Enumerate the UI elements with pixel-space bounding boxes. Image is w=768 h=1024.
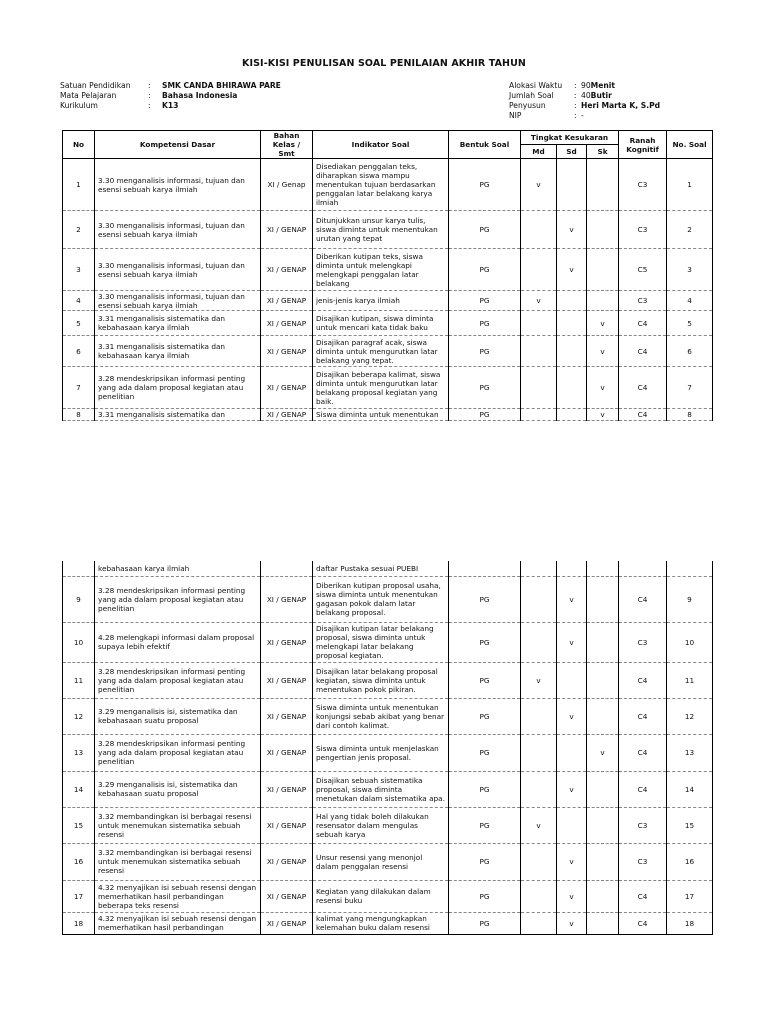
table-row <box>63 291 713 311</box>
cell-no-soal: 4 <box>667 291 713 311</box>
cell-no-soal: 1 <box>667 159 713 211</box>
table-row <box>63 912 713 934</box>
cell-no-soal: 6 <box>667 336 713 367</box>
cell-indikator-soal: jenis-jenis karya ilmiah <box>313 291 449 311</box>
cell-sk-mark <box>587 843 619 880</box>
table-row <box>63 311 713 336</box>
cell-bentuk-soal: PG <box>449 807 521 843</box>
cell-bentuk-soal: PG <box>449 291 521 311</box>
cell-ranah-kognitif: C3 <box>619 211 667 249</box>
cell-sk-mark <box>587 771 619 807</box>
cell-sd-mark: v <box>557 211 587 249</box>
cell-sd-mark: v <box>557 880 587 912</box>
cell-no-soal: 10 <box>667 622 713 662</box>
cell-sk-mark <box>587 880 619 912</box>
info-colon: : <box>574 81 577 90</box>
table-row <box>63 249 713 291</box>
cell-bentuk-soal <box>449 561 521 576</box>
info-label: Kurikulum <box>60 101 98 110</box>
cell-ranah-kognitif: C3 <box>619 291 667 311</box>
cell-no-soal: 7 <box>667 367 713 409</box>
table-row <box>63 662 713 698</box>
cell-indikator-soal: Diberikan kutipan proposal usaha, siswa diminta untuk menentukan gagasan pokok dalam latar belakang proposal. <box>313 576 449 622</box>
cell-indikator-soal: Hal yang tidak boleh dilakukan resensator dalam mengulas sebuah karya <box>313 807 449 843</box>
cell-bahan-kelas: XI / GENAP <box>261 336 313 367</box>
cell-indikator-soal: kalimat yang mengungkapkan kelemahan buku dalam resensi <box>313 912 449 934</box>
cell-no-soal: 3 <box>667 249 713 291</box>
header-no-soal: No. Soal <box>667 131 713 159</box>
cell-no-soal: 9 <box>667 576 713 622</box>
cell-kompetensi-dasar: 3.30 menganalisis informasi, tujuan dan esensi sebuah karya ilmiah <box>95 291 261 311</box>
table-row <box>63 561 713 576</box>
cell-kompetensi-dasar: 3.28 mendeskripsikan informasi penting yang ada dalam proposal kegiatan atau penelitian <box>95 662 261 698</box>
cell-row-no: 12 <box>63 698 95 734</box>
cell-sd-mark <box>557 367 587 409</box>
cell-no-soal: 12 <box>667 698 713 734</box>
cell-indikator-soal: Disediakan penggalan teks, diharapkan siswa mampu menentukan tujuan berdasarkan penggalan latar belakang karya ilmiah <box>313 159 449 211</box>
cell-indikator-soal: Disajikan latar belakang proposal kegiatan, siswa diminta untuk menentukan pokok pikiran. <box>313 662 449 698</box>
cell-kompetensi-dasar: 3.31 menganalisis sistematika dan kebahasaan karya ilmiah <box>95 311 261 336</box>
cell-ranah-kognitif <box>619 561 667 576</box>
cell-bentuk-soal: PG <box>449 576 521 622</box>
header-md: Md <box>521 145 557 159</box>
cell-md-mark: v <box>521 807 557 843</box>
info-row-nip <box>509 111 660 121</box>
cell-sk-mark: v <box>587 336 619 367</box>
info-value-bold: Menit <box>590 81 616 90</box>
cell-ranah-kognitif: C3 <box>619 622 667 662</box>
cell-md-mark: v <box>521 662 557 698</box>
cell-bentuk-soal: PG <box>449 311 521 336</box>
cell-row-no: 9 <box>63 576 95 622</box>
table-row <box>63 807 713 843</box>
cell-md-mark <box>521 311 557 336</box>
cell-md-mark <box>521 249 557 291</box>
cell-ranah-kognitif: C4 <box>619 311 667 336</box>
cell-kompetensi-dasar: kebahasaan karya ilmiah <box>95 561 261 576</box>
info-value-bold: Butir <box>590 91 612 100</box>
cell-ranah-kognitif: C4 <box>619 336 667 367</box>
cell-sd-mark <box>557 807 587 843</box>
cell-md-mark <box>521 336 557 367</box>
cell-kompetensi-dasar: 3.29 menganalisis isi, sistematika dan kebahasaan suatu proposal <box>95 698 261 734</box>
header-kompetensi-dasar: Kompetensi Dasar <box>95 131 261 159</box>
cell-sk-mark <box>587 662 619 698</box>
cell-md-mark <box>521 734 557 771</box>
cell-ranah-kognitif: C3 <box>619 843 667 880</box>
cell-bahan-kelas: XI / GENAP <box>261 622 313 662</box>
cell-bahan-kelas: XI / GENAP <box>261 662 313 698</box>
cell-md-mark <box>521 880 557 912</box>
table-row <box>63 698 713 734</box>
info-colon: : <box>148 91 151 100</box>
cell-bentuk-soal: PG <box>449 734 521 771</box>
cell-indikator-soal: daftar Pustaka sesuai PUEBI <box>313 561 449 576</box>
cell-sk-mark: v <box>587 311 619 336</box>
info-row-jumlah <box>509 91 660 101</box>
cell-ranah-kognitif: C5 <box>619 249 667 291</box>
cell-bentuk-soal: PG <box>449 698 521 734</box>
cell-bentuk-soal: PG <box>449 912 521 934</box>
cell-bahan-kelas: XI / GENAP <box>261 843 313 880</box>
info-value: Bahasa Indonesia <box>162 91 238 100</box>
cell-row-no: 4 <box>63 291 95 311</box>
header-sd: Sd <box>557 145 587 159</box>
cell-kompetensi-dasar: 3.30 menganalisis informasi, tujuan dan esensi sebuah karya ilmiah <box>95 249 261 291</box>
cell-kompetensi-dasar: 3.32 membandingkan isi berbagai resensi untuk menemukan sistematika sebuah resensi <box>95 843 261 880</box>
cell-ranah-kognitif: C4 <box>619 880 667 912</box>
info-colon: : <box>574 91 577 100</box>
cell-bahan-kelas: XI / GENAP <box>261 249 313 291</box>
cell-sk-mark <box>587 249 619 291</box>
cell-sd-mark <box>557 291 587 311</box>
table-row <box>63 622 713 662</box>
info-row-satuan <box>60 81 281 91</box>
cell-bahan-kelas: XI / GENAP <box>261 807 313 843</box>
cell-bentuk-soal: PG <box>449 159 521 211</box>
info-label: Alokasi Waktu <box>509 81 563 90</box>
cell-md-mark <box>521 367 557 409</box>
cell-bahan-kelas: XI / GENAP <box>261 211 313 249</box>
header-no: No <box>63 131 95 159</box>
header-bentuk-soal: Bentuk Soal <box>449 131 521 159</box>
cell-row-no: 2 <box>63 211 95 249</box>
cell-row-no: 14 <box>63 771 95 807</box>
table-body-page-2 <box>63 561 713 934</box>
cell-sk-mark <box>587 159 619 211</box>
table-row <box>63 336 713 367</box>
cell-kompetensi-dasar: 3.31 menganalisis sistematika dan kebahasaan karya ilmiah <box>95 336 261 367</box>
cell-ranah-kognitif: C4 <box>619 409 667 421</box>
info-colon: : <box>574 111 577 120</box>
kisi-kisi-table-page-1 <box>62 130 713 421</box>
table-row <box>63 843 713 880</box>
cell-ranah-kognitif: C4 <box>619 576 667 622</box>
cell-row-no: 11 <box>63 662 95 698</box>
cell-row-no: 15 <box>63 807 95 843</box>
table-row <box>63 880 713 912</box>
cell-row-no: 18 <box>63 912 95 934</box>
cell-sd-mark <box>557 409 587 421</box>
cell-bahan-kelas: XI / GENAP <box>261 912 313 934</box>
cell-bahan-kelas: XI / GENAP <box>261 771 313 807</box>
cell-sd-mark: v <box>557 912 587 934</box>
cell-no-soal: 14 <box>667 771 713 807</box>
cell-kompetensi-dasar: 3.28 mendeskripsikan informasi penting yang ada dalam proposal kegiatan atau penelitian <box>95 734 261 771</box>
cell-no-soal: 16 <box>667 843 713 880</box>
info-label: Mata Pelajaran <box>60 91 117 100</box>
cell-bahan-kelas: XI / GENAP <box>261 311 313 336</box>
cell-sk-mark <box>587 807 619 843</box>
info-value: 90 <box>581 81 591 90</box>
cell-sk-mark <box>587 576 619 622</box>
cell-indikator-soal: Disajikan kutipan latar belakang proposal, siswa diminta untuk melengkapi latar belakang proposal kegiatan. <box>313 622 449 662</box>
cell-indikator-soal: Disajikan beberapa kalimat, siswa diminta untuk mengurutkan latar belakang proposal kegiatan yang baik. <box>313 367 449 409</box>
info-row-mapel <box>60 91 281 101</box>
cell-row-no: 7 <box>63 367 95 409</box>
cell-indikator-soal: Siswa diminta untuk menjelaskan pengertian jenis proposal. <box>313 734 449 771</box>
cell-ranah-kognitif: C3 <box>619 807 667 843</box>
cell-bahan-kelas: XI / Genap <box>261 159 313 211</box>
cell-row-no: 1 <box>63 159 95 211</box>
cell-indikator-soal: Disajikan sebuah sistematika proposal, siswa diminta menetukan dalam sistematika apa. <box>313 771 449 807</box>
info-colon: : <box>574 101 577 110</box>
cell-bentuk-soal: PG <box>449 771 521 807</box>
cell-md-mark <box>521 211 557 249</box>
table-row <box>63 367 713 409</box>
info-value: SMK CANDA BHIRAWA PARE <box>162 81 281 90</box>
cell-no-soal: 2 <box>667 211 713 249</box>
cell-sd-mark <box>557 159 587 211</box>
cell-kompetensi-dasar: 4.32 menyajikan isi sebuah resensi dengan memerhatikan hasil perbandingan beberapa teks resensi <box>95 880 261 912</box>
cell-sd-mark <box>557 311 587 336</box>
cell-sd-mark <box>557 662 587 698</box>
cell-no-soal: 11 <box>667 662 713 698</box>
cell-bentuk-soal: PG <box>449 622 521 662</box>
cell-ranah-kognitif: C4 <box>619 771 667 807</box>
cell-md-mark <box>521 576 557 622</box>
cell-sk-mark: v <box>587 409 619 421</box>
info-colon: : <box>148 101 151 110</box>
cell-sk-mark <box>587 622 619 662</box>
cell-kompetensi-dasar: 3.31 menganalisis sistematika dan <box>95 409 261 421</box>
cell-no-soal: 8 <box>667 409 713 421</box>
cell-md-mark <box>521 912 557 934</box>
table-row <box>63 159 713 211</box>
cell-bentuk-soal: PG <box>449 662 521 698</box>
cell-bahan-kelas: XI / GENAP <box>261 880 313 912</box>
cell-ranah-kognitif: C3 <box>619 159 667 211</box>
cell-indikator-soal: Siswa diminta untuk menentukan konjungsi sebab akibat yang benar dari contoh kalimat. <box>313 698 449 734</box>
cell-row-no: 5 <box>63 311 95 336</box>
cell-row-no: 16 <box>63 843 95 880</box>
info-label: NIP <box>509 111 522 120</box>
cell-no-soal: 15 <box>667 807 713 843</box>
cell-sd-mark: v <box>557 698 587 734</box>
cell-ranah-kognitif: C4 <box>619 367 667 409</box>
page-title: KISI-KISI PENULISAN SOAL PENILAIAN AKHIR TAHUN <box>242 58 526 69</box>
cell-indikator-soal: Ditunjukkan unsur karya tulis, siswa diminta untuk menentukan urutan yang tepat <box>313 211 449 249</box>
cell-row-no: 17 <box>63 880 95 912</box>
cell-sd-mark: v <box>557 771 587 807</box>
cell-md-mark <box>521 561 557 576</box>
cell-bahan-kelas <box>261 561 313 576</box>
cell-bahan-kelas: XI / GENAP <box>261 698 313 734</box>
info-value-bold: Heri Marta K, S.Pd <box>581 101 661 110</box>
cell-kompetensi-dasar: 4.32 menyajikan isi sebuah resensi dengan memerhatikan hasil perbandingan <box>95 912 261 934</box>
cell-kompetensi-dasar: 3.28 mendeskripsikan informasi penting yang ada dalam proposal kegiatan atau penelitian <box>95 576 261 622</box>
table-row <box>63 211 713 249</box>
cell-kompetensi-dasar: 3.32 membandingkan isi berbagai resensi untuk menemukan sistematika sebuah resensi <box>95 807 261 843</box>
cell-ranah-kognitif: C4 <box>619 662 667 698</box>
header-ranah-kognitif: Ranah Kognitif <box>619 131 667 159</box>
cell-no-soal: 18 <box>667 912 713 934</box>
cell-sk-mark <box>587 561 619 576</box>
info-row-alokasi <box>509 81 660 91</box>
info-value: 40 <box>581 91 591 100</box>
cell-md-mark <box>521 698 557 734</box>
cell-no-soal: 5 <box>667 311 713 336</box>
cell-bahan-kelas: XI / GENAP <box>261 576 313 622</box>
cell-sd-mark <box>557 336 587 367</box>
header-tingkat-kesukaran: Tingkat Kesukaran <box>521 131 619 145</box>
cell-indikator-soal: Disajikan kutipan, siswa diminta untuk mencari kata tidak baku <box>313 311 449 336</box>
cell-sd-mark: v <box>557 576 587 622</box>
cell-row-no: 6 <box>63 336 95 367</box>
cell-md-mark: v <box>521 291 557 311</box>
cell-sk-mark <box>587 211 619 249</box>
table-body-page-1 <box>63 159 713 421</box>
cell-kompetensi-dasar: 4.28 melengkapi informasi dalam proposal supaya lebih efektif <box>95 622 261 662</box>
table-row <box>63 409 713 421</box>
cell-bahan-kelas: XI / GENAP <box>261 291 313 311</box>
cell-bentuk-soal: PG <box>449 249 521 291</box>
info-row-kurikulum <box>60 101 281 111</box>
cell-sd-mark: v <box>557 622 587 662</box>
kisi-kisi-table-page-2 <box>62 561 713 935</box>
cell-indikator-soal: Disajikan paragraf acak, siswa diminta untuk mengurutkan latar belakang yang tepat. <box>313 336 449 367</box>
cell-md-mark <box>521 843 557 880</box>
cell-row-no: 8 <box>63 409 95 421</box>
info-value: K13 <box>162 101 179 110</box>
cell-bahan-kelas: XI / GENAP <box>261 734 313 771</box>
cell-kompetensi-dasar: 3.30 menganalisis informasi, tujuan dan esensi sebuah karya ilmiah <box>95 159 261 211</box>
cell-kompetensi-dasar: 3.29 menganalisis isi, sistematika dan kebahasaan suatu proposal <box>95 771 261 807</box>
info-right <box>509 81 660 121</box>
cell-sk-mark: v <box>587 734 619 771</box>
cell-no-soal: 17 <box>667 880 713 912</box>
cell-no-soal <box>667 561 713 576</box>
cell-bentuk-soal: PG <box>449 880 521 912</box>
table-row <box>63 576 713 622</box>
cell-kompetensi-dasar: 3.28 mendeskripsikan informasi penting yang ada dalam proposal kegiatan atau penelitian <box>95 367 261 409</box>
cell-sd-mark: v <box>557 249 587 291</box>
cell-row-no <box>63 561 95 576</box>
cell-md-mark: v <box>521 159 557 211</box>
cell-row-no: 3 <box>63 249 95 291</box>
cell-bentuk-soal: PG <box>449 843 521 880</box>
header-sk: Sk <box>587 145 619 159</box>
cell-bentuk-soal: PG <box>449 409 521 421</box>
cell-no-soal: 13 <box>667 734 713 771</box>
cell-indikator-soal: Kegiatan yang dilakukan dalam resensi buku <box>313 880 449 912</box>
cell-indikator-soal: Unsur resensi yang menonjol dalam penggalan resensi <box>313 843 449 880</box>
info-left <box>60 81 281 111</box>
cell-sk-mark <box>587 698 619 734</box>
cell-bentuk-soal: PG <box>449 367 521 409</box>
cell-row-no: 13 <box>63 734 95 771</box>
cell-indikator-soal: Diberikan kutipan teks, siswa diminta untuk melengkapi melengkapi penggalan latar belakang <box>313 249 449 291</box>
cell-md-mark <box>521 409 557 421</box>
cell-kompetensi-dasar: 3.30 menganalisis informasi, tujuan dan esensi sebuah karya ilmiah <box>95 211 261 249</box>
cell-row-no: 10 <box>63 622 95 662</box>
cell-ranah-kognitif: C4 <box>619 698 667 734</box>
cell-md-mark <box>521 622 557 662</box>
info-label: Penyusun <box>509 101 546 110</box>
cell-ranah-kognitif: C4 <box>619 734 667 771</box>
cell-ranah-kognitif: C4 <box>619 912 667 934</box>
cell-bentuk-soal: PG <box>449 336 521 367</box>
cell-sk-mark: v <box>587 367 619 409</box>
info-value: - <box>581 111 584 120</box>
cell-bahan-kelas: XI / GENAP <box>261 367 313 409</box>
cell-sd-mark <box>557 561 587 576</box>
cell-sk-mark <box>587 291 619 311</box>
cell-bahan-kelas: XI / GENAP <box>261 409 313 421</box>
cell-sd-mark: v <box>557 843 587 880</box>
info-row-penyusun <box>509 101 660 111</box>
info-label: Satuan Pendidikan <box>60 81 131 90</box>
cell-sk-mark <box>587 912 619 934</box>
cell-md-mark <box>521 771 557 807</box>
cell-sd-mark <box>557 734 587 771</box>
cell-bentuk-soal: PG <box>449 211 521 249</box>
info-label: Jumlah Soal <box>509 91 554 100</box>
header-indikator-soal: Indikator Soal <box>313 131 449 159</box>
cell-indikator-soal: Siswa diminta untuk menentukan <box>313 409 449 421</box>
table-row <box>63 771 713 807</box>
header-bahan-kelas: Bahan Kelas / Smt <box>261 131 313 159</box>
info-colon: : <box>148 81 151 90</box>
table-row <box>63 734 713 771</box>
